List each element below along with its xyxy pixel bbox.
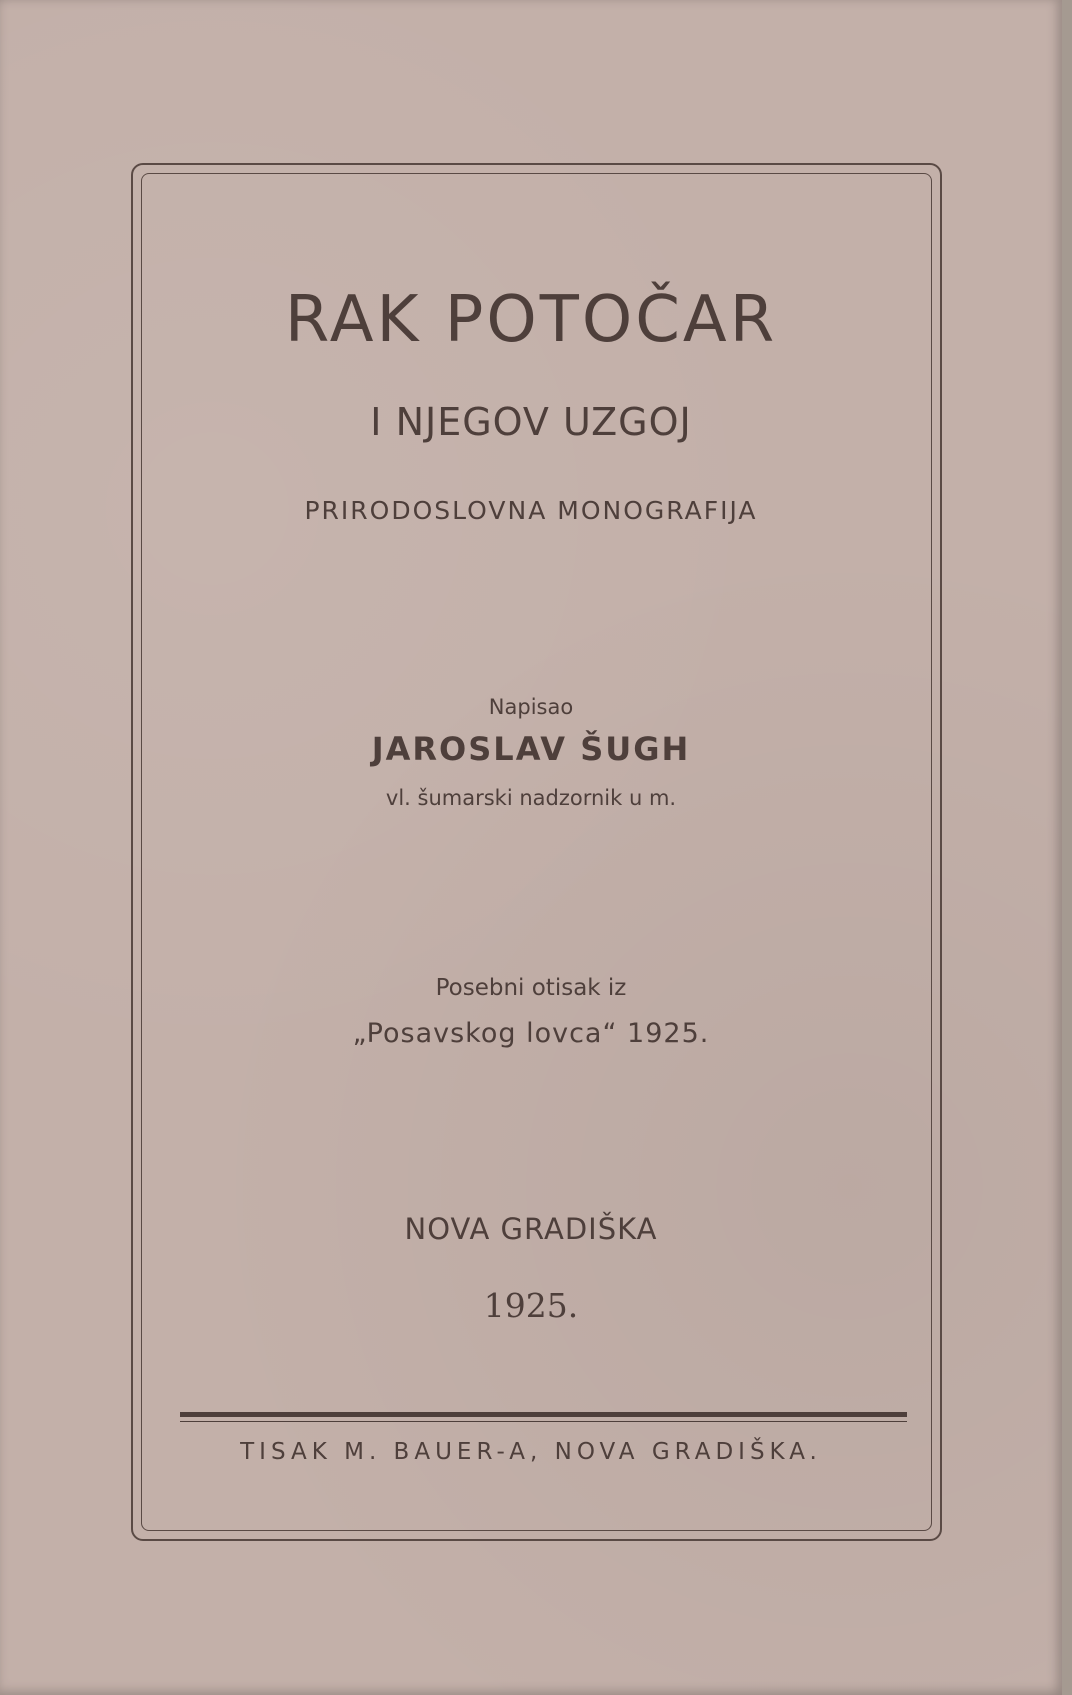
- cover-frame-inner: [141, 173, 932, 1531]
- written-by-label: Napisao: [488, 695, 574, 719]
- publication-place: NOVA GRADIŠKA: [404, 1212, 658, 1246]
- book-title: RAK POTOČAR: [284, 283, 778, 357]
- printer-rule-thin: [180, 1421, 907, 1422]
- publication-year: 1925.: [483, 1286, 579, 1325]
- author-role: vl. šumarski nadzornik u m.: [385, 786, 677, 810]
- author-name: JAROSLAV ŠUGH: [371, 730, 691, 768]
- offprint-note: Posebni otisak iz: [435, 975, 627, 1001]
- printer-imprint: TISAK M. BAUER-A, NOVA GRADIŠKA.: [240, 1439, 822, 1465]
- printer-rule-thick: [180, 1412, 907, 1417]
- offprint-source: „Posavskog lovca“ 1925.: [352, 1018, 710, 1049]
- book-genre: PRIRODOSLOVNA MONOGRAFIJA: [304, 496, 758, 525]
- book-subtitle: I NJEGOV UZGOJ: [370, 400, 692, 444]
